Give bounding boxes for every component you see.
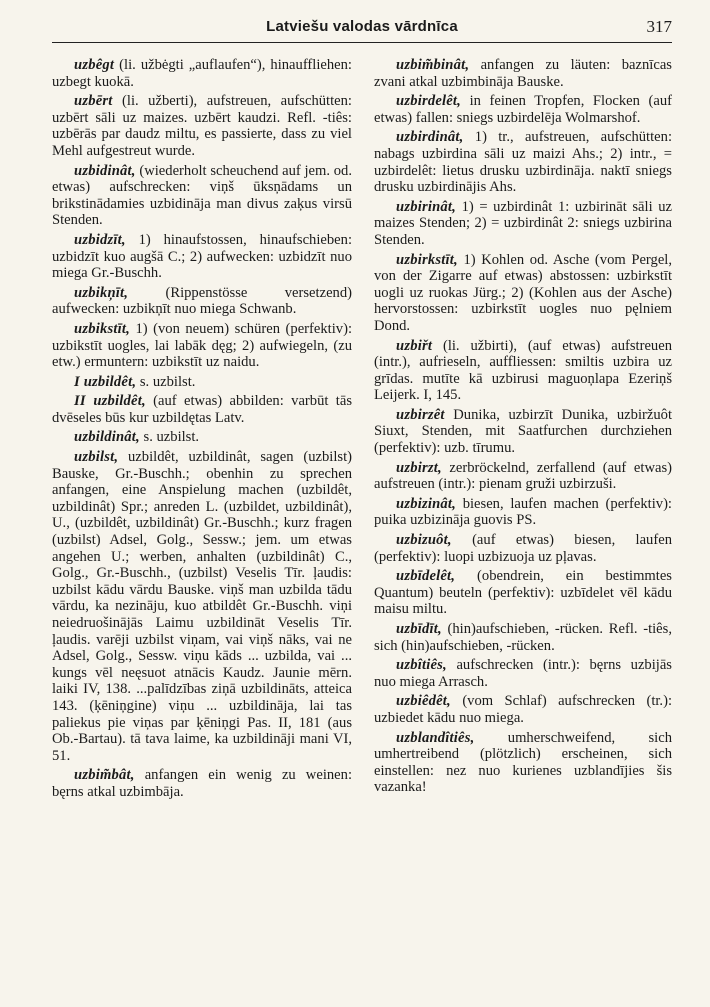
dictionary-entry: [52, 232, 352, 282]
dictionary-entry: [52, 57, 352, 90]
entry-headword: uzbêgt: [74, 57, 115, 73]
entry-definition: anfangen zu läuten: baznīcas zvani atkal uzbimbināja Bauske.: [374, 57, 672, 90]
entry-definition: aufschrecken (intr.): bęrns uzbijās nuo miega Arrasch.: [374, 657, 672, 690]
dictionary-entry: [52, 285, 352, 318]
dictionary-entry: [374, 57, 672, 90]
entry-headword: uzbidinât,: [74, 162, 136, 179]
entry-definition: Dunika, uzbirzīt Dunika, uzbiržuôt Siuxt, Stenden, mit Saatfurchen durchziehen (perfektiv): uzb. tīrumu.: [374, 406, 672, 457]
dictionary-entry: [52, 449, 352, 764]
entry-definition: biesen, laufen machen (perfektiv): puika uzbizināja guovis PS.: [374, 495, 672, 529]
dictionary-entry: [374, 338, 672, 404]
page-header: [52, 16, 672, 43]
entry-definition: (auf etwas) biesen, laufen (perfektiv): luopi uzbizuoja uz pļavas.: [374, 532, 672, 565]
entry-definition: (li. užberti), aufstreuen, aufschütten: uzbērt sāli uz maizes. uzbērt kaudzi. Refl. -tiês: uzbērās par daudz miltu, es passierte, dass zu viel Mehl aufgestreut wurde.: [52, 93, 352, 159]
dictionary-entry: [374, 657, 672, 690]
entry-definition: (li. užbėgti „auflaufen“), hinauffliehen: uzbegt kuokā.: [52, 57, 352, 90]
right-column: [362, 57, 672, 804]
dictionary-entry: [374, 730, 672, 796]
entry-headword: II uzbildêt,: [74, 393, 146, 410]
dictionary-entry: [374, 621, 672, 654]
entry-headword: uzbikņīt,: [74, 284, 129, 301]
dictionary-entry: [374, 460, 672, 493]
entry-definition: s. uzbilst.: [139, 429, 200, 446]
entry-headword: uzbērt: [74, 93, 113, 110]
entry-definition: (vom Schlaf) aufschrecken (tr.): uzbiedet kādu nuo miega.: [374, 693, 672, 726]
entry-headword: uzbiřt: [396, 337, 433, 354]
entry-definition: in feinen Tropfen, Flocken (auf etwas) fallen: sniegs uzbirdelēja Wolmarshof.: [374, 93, 672, 126]
dictionary-entry: [52, 321, 352, 371]
entry-definition: 1) (von neuem) schüren (perfektiv): uzbikstīt uogles, lai labāk dęg; 2) aufwiegeln, (zu etw.) ermuntern: uzbikstīt uz naidu.: [52, 320, 352, 371]
entry-headword: uzbirzêt: [396, 406, 445, 423]
dictionary-entry: [374, 199, 672, 249]
dictionary-entry: [374, 568, 672, 618]
entry-headword: uzbim̃bât,: [74, 767, 135, 784]
entry-headword: uzbim̃binât,: [396, 57, 470, 73]
entry-headword: uzbikstīt,: [74, 320, 130, 337]
entry-headword: uzbizuôt,: [396, 532, 452, 549]
page-number: 317: [646, 17, 672, 36]
entry-headword: uzbilst,: [74, 449, 119, 466]
dictionary-entry: [374, 129, 672, 195]
entry-definition: (obendrein, ein bestimmtes Quantum) beuteln (perfektiv): uzbīdelet vēl kādu maisu miltu.: [374, 568, 672, 618]
entry-definition: (wiederholt scheuchend auf jem. od. etwas) aufschrecken: viņš ūksņādams un brikstinādamies uzbidināja man divus zaķus virsū Stenden.: [52, 162, 352, 229]
dictionary-entry: [374, 93, 672, 126]
entry-headword: uzbirinât,: [396, 198, 456, 215]
dictionary-entry: [52, 163, 352, 229]
entry-definition: uzbildêt, uzbildinât, sagen (uzbilst) Bauske, Gr.-Buschh.; obenhin zu sprechen anfangen, eine Anspielung machen (uzbildêt, uzbildinât) Spr.; anreden L. (uzbildet, uzbildinât), U., (uzbildêt, uzbildinât) Gr.-Buschh.; kurz fragen (uzbilst) Adsel, Golg., Sessw.; jem. um etwas angehen U.; werben, anhalten (uzbildinât) C., Golg., Gr.-Buschh., (uzbilst) Veselis Tīr. ļaudis: uzbilst kādu vārdu Bauske. viņš man uzbilda tādu vārdu, ka nezināju, kuo atbildêt Gr.-Buschh. viņi neiedruošinājās Laimu uzbildināt Veselis Tīr. ļaudis. varēji uzbilst viņam, vai viņš nāks, vai ne Adsel, Golg., Sessw. viņu kāds ... uzbilda, vai ... kungs vēl neęsuot atnācis Kaudz. Jaunie mērn. laiki IV, 138. ...palīdzības ziņā uzbildināts, atteica 143. (ķēniņgine) viņu ... uzbildināja, lai tas paliekus pie viņas par ķēniņgi Pas. II, 181 (aus Ob.-Bartau). tā tava laime, ka uzbildināji mani VI, 51.: [52, 449, 352, 764]
dictionary-entry: [374, 252, 672, 335]
entry-definition: umherschweifend, sich umhertreibend (plötzlich) erscheinen, sich einstellen: nez nuo kurienes uzblandījies šis vazanka!: [374, 729, 672, 796]
entry-headword: uzbîtiês,: [396, 657, 447, 674]
entry-headword: uzbiêdêt,: [396, 693, 451, 710]
dictionary-entry: [52, 393, 352, 426]
entry-definition: s. uzbilst.: [136, 373, 196, 390]
entry-headword: uzbirdelêt,: [396, 93, 462, 110]
entry-headword: uzbirkstīt,: [396, 251, 458, 268]
dictionary-entry: [374, 407, 672, 457]
columns: [52, 57, 672, 804]
entry-headword: uzbildinât,: [74, 429, 140, 446]
entry-definition: 1) hinaufstossen, hinaufschieben: uzbidzīt kuo augšā C.; 2) aufwecken: uzbidzīt nuo miega Gr.-Buschh.: [52, 231, 352, 282]
entry-headword: I uzbildêt,: [74, 373, 137, 390]
dictionary-entry: [52, 374, 352, 391]
dictionary-entry: [374, 496, 672, 529]
left-column: [52, 57, 362, 804]
entry-headword: uzbizinât,: [396, 495, 456, 512]
entry-definition: (Rippenstösse versetzend) aufwecken: uzbikņīt nuo miega Schwanb.: [52, 284, 352, 318]
dictionary-entry: [374, 693, 672, 726]
entry-headword: uzbirzt,: [396, 459, 442, 476]
entry-definition: (li. užbirti), (auf etwas) aufstreuen (intr.), aufrieseln, auffliessen: smiltis uzbira uz grīdas. mutīte kā uzbirusi maguoņlapa Ezeriņš Leijerk. I, 145.: [374, 337, 672, 404]
entry-headword: uzbidzīt,: [74, 231, 126, 248]
dictionary-entry: [52, 429, 352, 446]
entry-definition: (hin)aufschieben, -rücken. Refl. -tiês, sich (hin)aufschieben, -rücken.: [374, 621, 672, 654]
entry-definition: anfangen ein wenig zu weinen: bęrns atkal uzbimbāja.: [52, 767, 352, 800]
dictionary-entry: [52, 93, 352, 159]
dictionary-entry: [374, 532, 672, 565]
entry-headword: uzblandîtiês,: [396, 729, 475, 746]
dictionary-entry: [52, 767, 352, 800]
entry-definition: 1) Kohlen od. Asche (vom Pergel, von der Zigarre auf etwas) abstossen: uzbirkstīt uogli uz ruokas Jürg.; 2) (Kohlen aus der Asche) hervorstossen: uzbirkstīt uogles nuo pęlniem Dond.: [374, 251, 672, 334]
entry-headword: uzbīdīt,: [396, 621, 442, 637]
entry-definition: (auf etwas) abbilden: varbūt tās dvēseles būs kur uzbildętas Latv.: [52, 393, 353, 426]
entry-definition: 1) = uzbirdinât 1: uzbirināt sāli uz maizes Stenden; 2) = uzbirdinât 2: sniegs uzbirina Stenden.: [374, 198, 672, 248]
entry-definition: zerbröckelnd, zerfallend (auf etwas) aufstreuen (intr.): pienam gruži uzbirzuši.: [374, 459, 672, 493]
entry-headword: uzbīdelêt,: [396, 568, 456, 585]
entry-headword: uzbirdinât,: [396, 129, 464, 146]
page-title: Latviešu valodas vārdnīca: [266, 18, 458, 35]
entry-definition: 1) tr., aufstreuen, aufschütten: nabags uzbirdina sāli uz maizi Ahs.; 2) intr., = uzbirdelêt: lietus drusku uzbirdināja. naktī sniegs drusku uzbirdinājis Ahs.: [374, 129, 672, 196]
